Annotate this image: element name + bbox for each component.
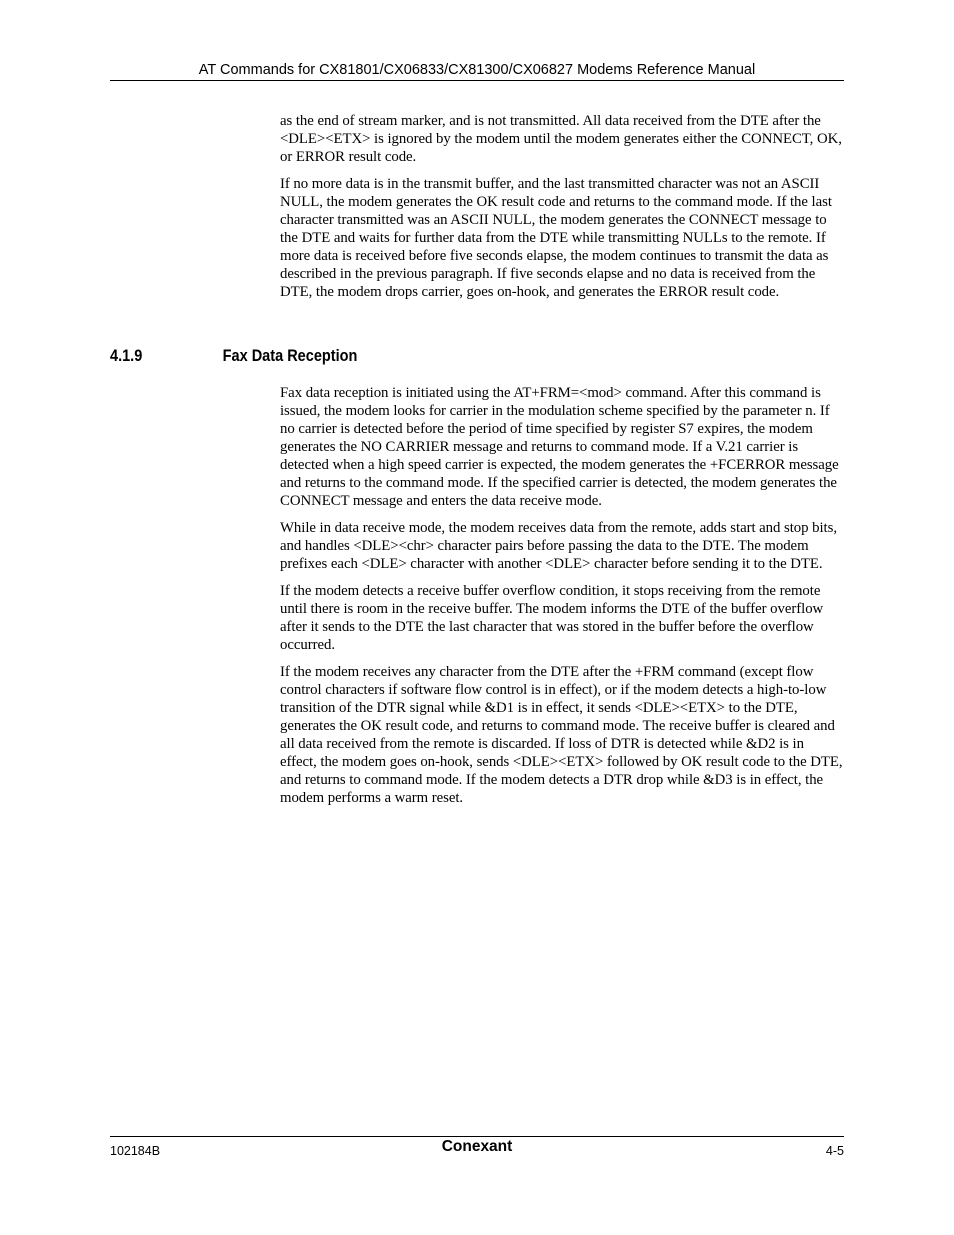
footer-page-number: 4-5 (825, 1144, 844, 1158)
section-heading (110, 346, 357, 367)
paragraph: If the modem detects a receive buffer overflow condition, it stops receiving from the remote until there is room in the receive buffer. The modem informs the DTE of the buffer overflow after it sends to the DTE the last character that was stored in the buffer before the overflow occurred. (280, 583, 824, 653)
paragraph: as the end of stream marker, and is not transmitted. All data received from the DTE after the <DLE><ETX> is ignored by the modem until the modem generates either the CONNECT, OK, or ERROR result code. (280, 113, 842, 165)
paragraph: Fax data reception is initiated using the AT+FRM=<mod> command. After this command is issued, the modem looks for carrier in the modulation scheme specified by the parameter n. If no carrier is detected before the period of time specified by register S7 expires, the modem generates the NO CARRIER message and returns to command mode. If a V.21 carrier is detected when a high speed carrier is expected, the modem generates the +FCERROR message and returns to the command mode. If the specified carrier is detected, the modem generates the CONNECT message and enters the data receive mode. (280, 385, 839, 509)
footer-company: Conexant (441, 1138, 513, 1155)
paragraph: While in data receive mode, the modem receives data from the remote, adds start and stop bits, and handles <DLE><chr> character pairs before passing the data to the DTE. The modem prefixes each <DLE> character with another <DLE> character before sending it to the DTE. (280, 520, 837, 572)
footer-rule (110, 1136, 844, 1137)
section-title: Fax Data Reception (222, 347, 358, 365)
section-number: 4.1.9 (110, 347, 143, 365)
running-header: AT Commands for CX81801/CX06833/CX81300/CX06827 Modems Reference Manual (198, 62, 756, 78)
section-body (280, 384, 844, 807)
header-rule (110, 80, 844, 81)
paragraph: If no more data is in the transmit buffer, and the last transmitted character was not an ASCII NULL, the modem generates the OK result code and returns to the command mode. If the last character transmitted was an ASCII NULL, the modem generates the CONNECT message to the DTE and waits for further data from the DTE while transmitting NULLs to the remote. If more data is received before five seconds elapse, the modem continues to transmit the data as described in the previous paragraph. If five seconds elapse and no data is received from the DTE, the modem drops carrier, goes on-hook, and generates the ERROR result code. (280, 176, 832, 300)
paragraph: If the modem receives any character from the DTE after the +FRM command (except flow control characters if software flow control is in effect), or if the modem detects a high-to-low transition of the DTR signal while &D1 is in effect, it sends <DLE><ETX> to the DTE, generates the OK result code, and returns to command mode. The receive buffer is cleared and all data received from the remote is discarded. If loss of DTR is detected while &D2 is in effect, the modem goes on-hook, sends <DLE><ETX> followed by OK result code to the DTE, and returns to command mode. If the modem detects a DTR drop while &D3 is in effect, the modem performs a warm reset. (280, 664, 843, 806)
continuation-text (280, 112, 844, 301)
footer-doc-number: 102184B (110, 1144, 161, 1158)
